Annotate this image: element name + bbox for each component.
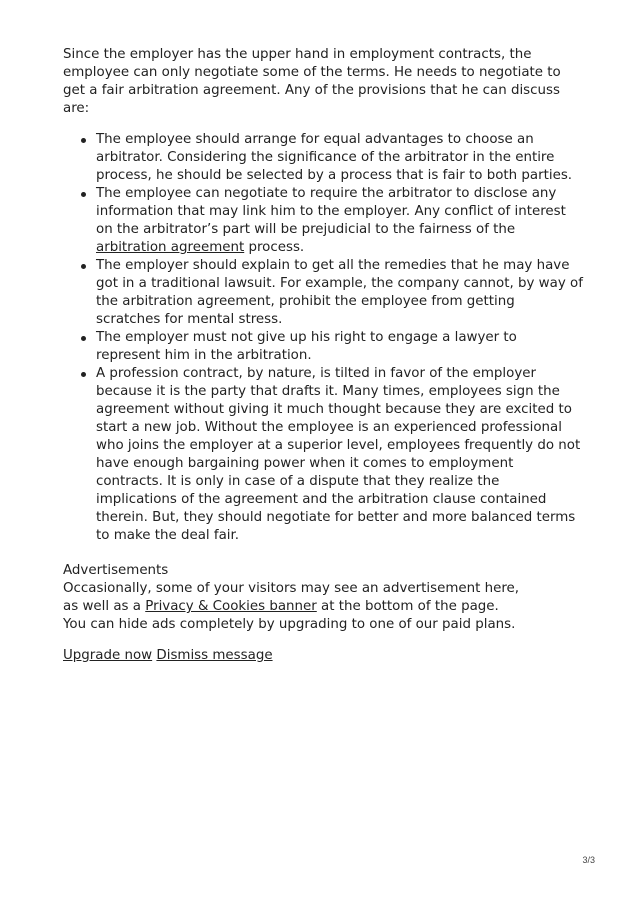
privacy-cookies-banner-link[interactable]: Privacy & Cookies banner — [145, 599, 317, 614]
intro-paragraph: Since the employer has the upper hand in employment contracts, the employee can only negotiate some of the terms. He needs to negotiate to get a fair arbitration agreement. Any of the provisions that he can discuss are: — [63, 47, 561, 116]
bullet-icon — [81, 192, 86, 197]
list-item-text: The employee should arrange for equal advantages to choose an arbitrator. Considering the significance of the arbitrator in the entire process, he should be selected by a process that is fair to both parties. — [96, 132, 573, 183]
advertisement-notice — [63, 562, 583, 634]
dismiss-message-link[interactable]: Dismiss message — [156, 648, 273, 663]
list-item — [96, 329, 583, 365]
page-number: 3/3 — [582, 855, 595, 865]
bullet-icon — [81, 138, 86, 143]
provisions-list — [63, 131, 583, 545]
advertisement-actions — [63, 647, 583, 665]
bullet-icon — [81, 336, 86, 341]
list-item — [96, 131, 583, 185]
list-item-text: The employee can negotiate to require the arbitrator to disclose any information that may link him to the employer. Any conflict of interest on the arbitrator’s part will be prejudicial to the fairness of the — [96, 186, 566, 237]
advertisement-line-1: Occasionally, some of your visitors may see an advertisement here, — [63, 581, 520, 596]
list-item — [96, 257, 583, 329]
list-item — [96, 365, 583, 545]
bullet-icon — [81, 264, 86, 269]
list-item-text: The employer must not give up his right to engage a lawyer to represent him in the arbitration. — [96, 330, 517, 363]
advertisement-line-3: You can hide ads completely by upgrading to one of our paid plans. — [63, 617, 516, 632]
advertisement-line-2 — [63, 598, 583, 616]
bullet-icon — [81, 372, 86, 377]
list-item-text: A profession contract, by nature, is tilted in favor of the employer because it is the party that drafts it. Many times, employees sign the agreement without giving it much thought because they are excited to start a new job. Without the employee is an experienced professional who joins the employer at a superior level, employees frequently do not have enough bargaining power when it comes to employment contracts. It is only in case of a dispute that they realize the implications of the agreement and the arbitration clause contained therein. But, they should negotiate for better and more balanced terms to make the deal fair. — [96, 366, 581, 543]
list-item — [96, 185, 583, 257]
advertisement-line-2-end: at the bottom of the page. — [316, 599, 499, 614]
list-item-text-tail: process. — [244, 240, 305, 255]
arbitration-agreement-link[interactable]: arbitration agreement — [96, 240, 245, 255]
advertisement-heading: Advertisements — [63, 563, 169, 578]
document-page — [63, 46, 583, 665]
list-item-text: The employer should explain to get all the remedies that he may have got in a traditional lawsuit. For example, the company cannot, by way of the arbitration agreement, prohibit the employee from getting scratches for mental stress. — [96, 258, 583, 327]
advertisement-line-2-start: as well as a — [63, 599, 146, 614]
upgrade-now-link[interactable]: Upgrade now — [63, 648, 153, 663]
